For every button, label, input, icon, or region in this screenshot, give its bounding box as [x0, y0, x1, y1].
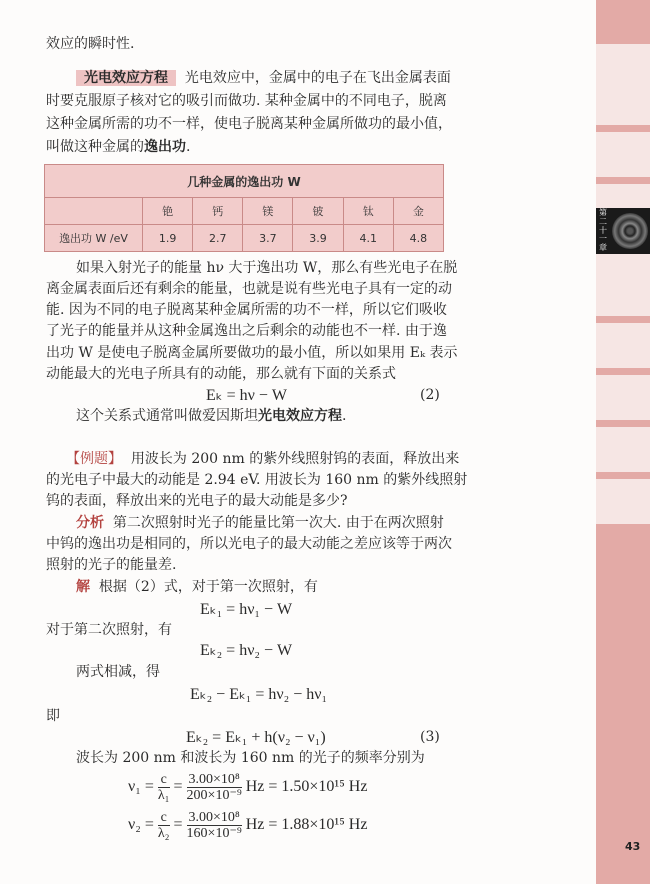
chapter-tab	[596, 208, 650, 254]
table-title: 几种金属的逸出功 W	[45, 165, 444, 198]
solution-line: 两式相减，得	[76, 664, 160, 680]
equation-2: Eₖ = hν − W	[206, 387, 287, 404]
analysis-line: 照射的光子的能量差.	[46, 557, 177, 573]
solution-line	[76, 578, 446, 597]
denominator: λ₁	[157, 788, 170, 803]
example-label: 【例题】	[66, 451, 122, 467]
fraction	[187, 772, 242, 803]
example-line	[66, 450, 460, 469]
equation-3: Eₖ₂ = Eₖ₁ + h(ν₂ − ν₁)	[186, 729, 326, 746]
equation-difference: Eₖ₂ − Eₖ₁ = hν₂ − hν₁	[190, 686, 328, 703]
table-cell: 3.9	[293, 225, 343, 252]
fraction	[158, 772, 170, 803]
table-cell: 3.7	[243, 225, 293, 252]
metal-header: 钙	[193, 198, 243, 225]
text: 第二次照射时光子的能量比第一次大. 由于在两次照射	[112, 515, 444, 531]
denominator: 160×10⁻⁹	[186, 826, 242, 841]
metal-header: 铯	[143, 198, 193, 225]
analysis-line: 中钨的逸出功是相同的，所以光电子的最大动能之差应该等于两次	[46, 536, 452, 552]
denominator: λ₂	[157, 826, 170, 841]
para-line: 出功 W 是使电子脱离金属所要做功的最小值，所以如果用 Eₖ 表示	[46, 345, 458, 361]
text: 叫做这种金属的	[46, 139, 144, 155]
equation-number: (2)	[420, 387, 440, 403]
numerator: c	[158, 810, 170, 826]
text: 用波长为 200 nm 的紫外线照射钨的表面，释放出来	[130, 451, 460, 467]
fraction	[187, 810, 242, 841]
para-line: 离金属表面后还有剩余的能量，也就是说有些光电子具有一定的动	[46, 281, 452, 297]
equation-number: (3)	[420, 729, 440, 745]
denominator: 200×10⁻⁹	[186, 788, 242, 803]
para-line: 动能最大的光电子所具有的动能，那么就有下面的关系式	[46, 366, 396, 382]
para-line: 了光子的能量并从这种金属逸出之后剩余的动能也不一样. 由于逸	[46, 323, 447, 339]
table-corner	[45, 198, 143, 225]
numerator: 3.00×10⁸	[188, 772, 240, 787]
analysis-label: 分析	[76, 515, 104, 531]
section-heading: 光电效应方程	[76, 70, 176, 86]
section-line: 光电效应中，金属中的电子在飞出金属表面	[184, 70, 451, 86]
numerator: c	[158, 772, 170, 788]
page-number: 43	[625, 840, 641, 853]
text: .	[342, 408, 347, 424]
table-row	[45, 225, 444, 252]
metal-header: 铍	[293, 198, 343, 225]
einstein-line	[76, 407, 446, 426]
text: .	[186, 139, 191, 155]
equation-nu2: ν₂ = $\frac{c}{\text{λ₂}}$ = $\frac{\text{3.00×10⁸}}{\text{160×10⁻⁹}}$ Hz = 1.88×10¹⁵ Hz	[128, 810, 368, 841]
equation-ek1: Eₖ₁ = hν₁ − W	[200, 601, 293, 618]
text: ν₂ =	[128, 816, 158, 834]
chapter-label: 第二十一章	[599, 208, 607, 253]
term-work-function: 逸出功	[144, 139, 186, 155]
sidebar-stripe	[596, 0, 650, 44]
section-line: 这种金属所需的功不一样，使电子脱离某种金属所做功的最小值，	[46, 116, 452, 132]
text: Hz = 1.50×10¹⁵ Hz	[245, 778, 368, 796]
sidebar-stripe	[596, 177, 650, 184]
text: 根据（2）式，对于第一次照射，有	[98, 579, 318, 595]
fraction	[158, 810, 170, 841]
metal-header: 镁	[243, 198, 293, 225]
numerator: 3.00×10⁸	[188, 810, 240, 825]
sidebar-stripe	[596, 420, 650, 427]
solution-line: 波长为 200 nm 和波长为 160 nm 的光子的频率分别为	[76, 750, 425, 766]
equation-nu1: ν₁ = $\frac{c}{\text{λ₁}}$ = $\frac{\text{3.00×10⁸}}{\text{200×10⁻⁹}}$ Hz = 1.50×10¹⁵ Hz	[128, 772, 368, 803]
table-cell: 4.8	[393, 225, 443, 252]
sidebar-stripe	[596, 125, 650, 132]
table-cell: 2.7	[193, 225, 243, 252]
metal-header: 钛	[343, 198, 393, 225]
chapter-image-icon	[612, 213, 648, 249]
para-line: 如果入射光子的能量 hν 大于逸出功 W，那么有些光电子在脱	[76, 260, 458, 276]
term-photoelectric-equation: 光电效应方程	[258, 408, 342, 424]
solution-line: 即	[46, 708, 60, 724]
work-function-table	[44, 164, 444, 252]
equation-ek2: Eₖ₂ = hν₂ − W	[200, 642, 293, 659]
chapter-sidebar	[596, 0, 650, 884]
text: 这个关系式通常叫做爱因斯坦	[76, 408, 258, 424]
example-line: 钨的表面，释放出来的光电子的最大动能是多少?	[46, 493, 348, 509]
analysis-line	[76, 514, 446, 533]
example-line: 的光电子中最大的动能是 2.94 eV. 用波长为 160 nm 的紫外线照射	[46, 472, 468, 488]
row-label: 逸出功 W /eV	[45, 225, 143, 252]
metal-header: 金	[393, 198, 443, 225]
section-line: 时要克服原子核对它的吸引而做功. 某种金属中的不同电子，脱离	[46, 93, 447, 109]
sidebar-stripe	[596, 316, 650, 323]
section-line	[46, 138, 446, 157]
table-cell: 1.9	[143, 225, 193, 252]
section-first-line	[76, 69, 451, 88]
table-cell: 4.1	[343, 225, 393, 252]
text: ν₁ =	[128, 778, 158, 796]
para-line: 能. 因为不同的电子脱离某种金属所需的功不一样，所以它们吸收	[46, 302, 447, 318]
table-header-row	[45, 198, 444, 225]
text: Hz = 1.88×10¹⁵ Hz	[245, 816, 368, 834]
sidebar-stripe	[596, 368, 650, 375]
solution-label: 解	[76, 579, 90, 595]
solution-line: 对于第二次照射，有	[46, 622, 172, 638]
sidebar-stripe	[596, 472, 650, 479]
sidebar-stripe	[596, 524, 650, 884]
top-line: 效应的瞬时性.	[46, 36, 135, 52]
